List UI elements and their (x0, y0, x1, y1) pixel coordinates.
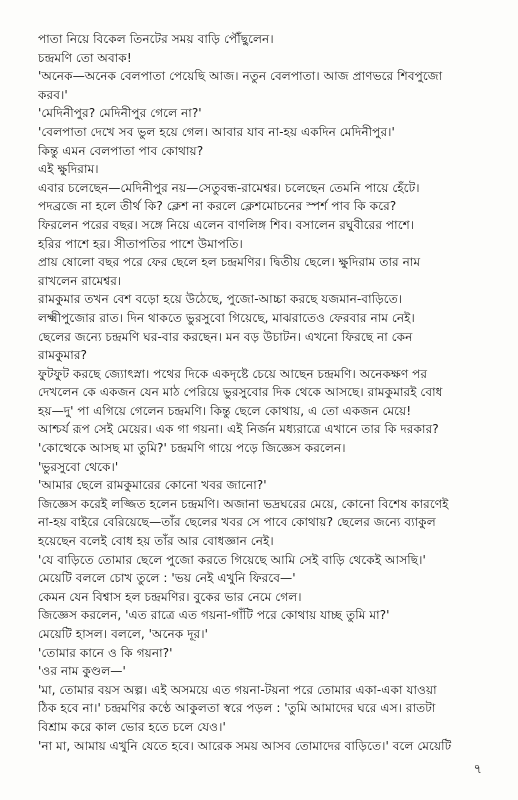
text-line: 'বেলপাতা দেখে সব ভুল হয়ে গেল। আবার যাব না-হয় একদিন মেদিনীপুর।' (38, 124, 395, 139)
text-line: না-হয় বাইরে বেরিয়েছে—তাঁর ছেলের খবর সে পাবে কোথায়? ছেলের জন্যে ব্যাকুল (38, 515, 436, 530)
text-line: 'তোমার কানে ও কি গয়না?' (38, 645, 173, 660)
text-line: 'মা, তোমার বয়স অল্প। এই অসময়ে এত গয়না-টয়না পরে তোমার একা-একা যাওয়া (38, 682, 437, 697)
text-line: 'ভুরসুবো থেকে।' (38, 459, 119, 474)
text-line: কেমন যেন বিশ্বাস হল চন্দ্রমণির। বুকের ভার নেমে গেল। (38, 589, 302, 604)
text-line: মেয়েটি বললে চোখ তুলে : 'ভয় নেই এখুনি ফিরবে—' (38, 571, 296, 586)
text-line: এবার চলেছেন—মেদিনীপুর নয়—সেতুবন্ধ-রামেশ্বর। চলেছেন তেমনি পায়ে হেঁটে। (38, 180, 420, 195)
text-line: ফুটফুট করছে জ্যোৎস্না। পথের দিকে একদৃষ্টে চেয়ে আছেন চন্দ্রমণি। অনেকক্ষণ পর (38, 366, 428, 381)
text-line: 'আমার ছেলে রামকুমারের কোনো খবর জানো?' (38, 478, 267, 493)
text-line: বিশ্রাম করে কাল ভোর হতে চলে যেও।' (38, 719, 226, 734)
text-line: 'না মা, আমায় এখুনি যেতে হবে। আরেক সময় আসব তোমাদের বাড়িতে।' বলে মেয়েটি (38, 738, 452, 753)
text-line: ফিরলেন পরের বছর। সঙ্গে নিয়ে এলেন বাণলিঙ্গ শিব। বসালেন রঘুবীরের পাশে। (38, 217, 415, 232)
text-line: ঠিক হবে না।' চন্দ্রমণির কণ্ঠে আকুলতা স্বরে পড়ল : 'তুমি আমাদের ঘরে এস। রাতটা (38, 701, 436, 716)
body-text (38, 30, 488, 755)
text-line: জিজ্ঞেস করলেন, 'এত রাত্রে এত গয়না-গাঁটি পরে কোথায় যাচ্ছ তুমি মা?' (38, 608, 390, 623)
text-line: হয়—দু' পা এগিয়ে গেলেন চন্দ্রমণি। কিন্তু ছেলে কোথায়, এ তো একজন মেয়ে! (38, 403, 412, 418)
text-line: রামকুমার তখন বেশ বড়ো হয়ে উঠেছে, পুজো-আচ্চা করছে যজমান-বাড়িতে। (38, 292, 403, 307)
text-line: ছেলের জন্যে চন্দ্রমণি ঘর-বার করছেন। মন বড় উচাটন। এখনো ফিরছে না কেন (38, 329, 413, 344)
text-line: মেয়েটি হাসল। বললে, 'অনেক দূর।' (38, 627, 208, 641)
text-line: এই ক্ষুদিরাম। (38, 162, 99, 177)
text-line: লক্ষ্মীপুজোর রাত। দিন থাকতে ভুরসুবো গিয়েছে, মাঝরাতেও ফেরবার নাম নেই। (38, 310, 415, 325)
text-line: চন্দ্রমণি তো অবাক! (38, 50, 132, 65)
text-line: হয়েছেন বলেই বোধ হয় তাঁর আর বোধজ্ঞান নেই। (38, 534, 274, 549)
text-line: 'যে বাড়িতে তোমার ছেলে পুজো করতে গিয়েছে আমি সেই বাড়ি থেকেই আসছি।' (38, 552, 426, 567)
text-line: হরির পাশে হর। সীতাপতির পাশে উমাপতি। (38, 236, 243, 251)
text-line: পাতা নিয়ে বিকেল তিনটের সময় বাড়ি পৌঁছুলেন। (38, 32, 274, 46)
text-line: 'অনেক—অনেক বেলপাতা পেয়েছি আজ। নতুন বেলপাতা। আজ প্রাণভরে শিবপুজো (38, 69, 443, 84)
page-number: ৭ (473, 762, 482, 777)
text-line: করব।' (38, 87, 68, 102)
text-line: দেখলেন কে একজন যেন মাঠ পেরিয়ে ভুরসুবোর দিক থেকে আসছে। রামকুমারই বোধ (38, 385, 443, 400)
text-line: জিজ্ঞেস করেই লজ্জিত হলেন চন্দ্রমণি। অজানা ভদ্রঘরের মেয়ে, কোনো বিশেষ কারণেই (38, 496, 449, 511)
text-line: পদব্রজে না হলে তীর্থ কি? ক্লেশ না করলে ক্লেশমোচনের স্পর্শ পাব কি করে? (38, 199, 397, 214)
text-line: প্রায় ষোলো বছর পরে ফের ছেলে হল চন্দ্রমণির। দ্বিতীয় ছেলে। ক্ষুদিরাম তার নাম (38, 255, 421, 270)
text-line: 'মেদিনীপুর? মেদিনীপুর গেলে না?' (38, 106, 202, 121)
text-line: 'কোত্থেকে আসছ মা তুমি?' চন্দ্রমণি গায়ে পড়ে জিজ্ঞেস করলেন। (38, 441, 346, 456)
text-line: কিন্তু এমন বেলপাতা পাব কোথায়? (38, 143, 204, 158)
text-line: আশ্চর্য রূপ সেই মেয়ের। এক গা গয়না। এই নির্জন মধ্যরাত্রে এখানে তার কি দরকার? (38, 422, 439, 437)
text-line: 'ওর নাম কুণ্ডল—' (38, 664, 126, 679)
text-line: রাখলেন রামেশ্বর। (38, 273, 122, 288)
text-line: রামকুমার? (38, 348, 88, 363)
